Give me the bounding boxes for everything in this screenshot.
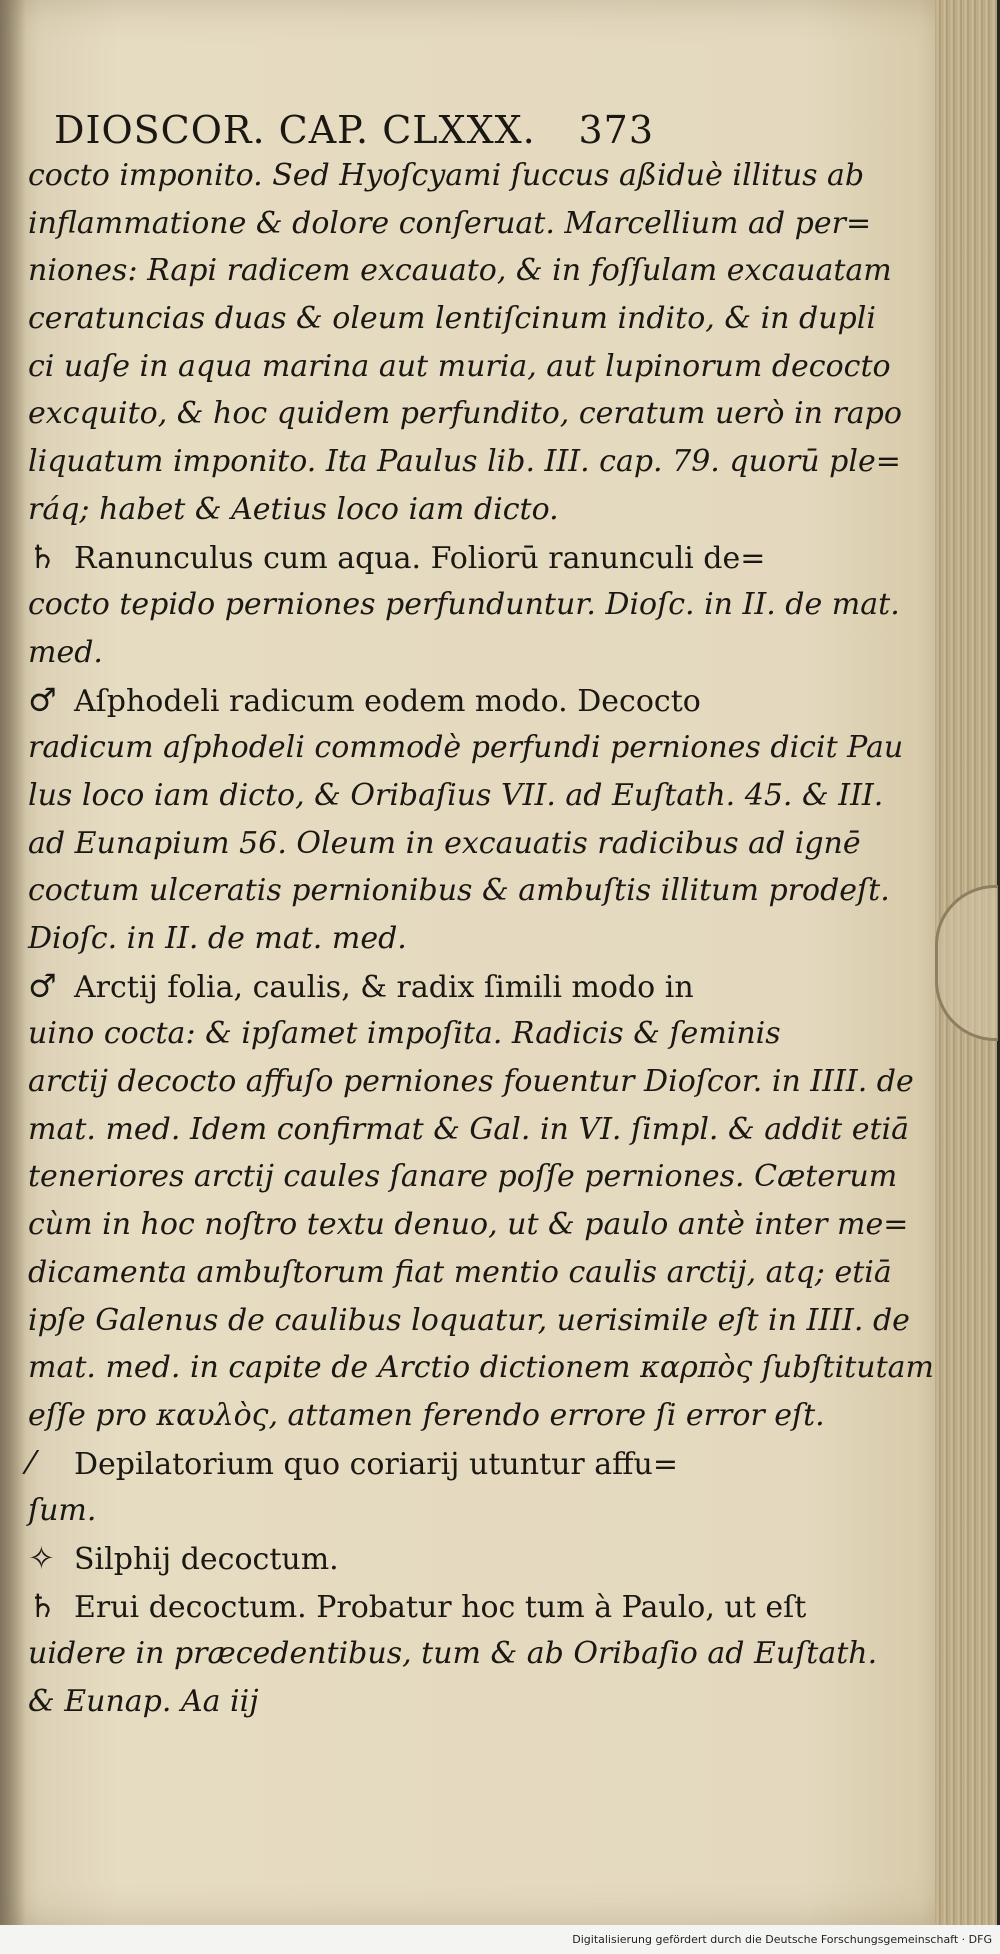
text-line bbox=[28, 1201, 909, 1249]
line-text: Depilatorium quo coriarij utuntur affu= bbox=[74, 1446, 678, 1482]
entry-marker-icon: ♄ bbox=[28, 1586, 57, 1625]
entry-line bbox=[28, 963, 743, 1011]
line-text: ci uaſe in aqua marina aut muria, aut lupinorum decocto bbox=[28, 348, 891, 384]
line-text: Aſphodeli radicum eodem modo. Decocto bbox=[74, 683, 701, 719]
line-text: Arctij folia, caulis, & radix ſimili modo in bbox=[74, 969, 694, 1005]
text-line bbox=[28, 343, 891, 391]
line-text: Silphij decoctum. bbox=[74, 1541, 339, 1577]
line-text: Erui decoctum. Probatur hoc tum à Paulo, ut eſt bbox=[74, 1589, 807, 1625]
page-number: 373 bbox=[578, 108, 654, 152]
text-line bbox=[28, 772, 884, 820]
entry-marker-icon: ♂ bbox=[28, 680, 57, 719]
line-text: ipſe Galenus de caulibus loquatur, uerisimile eſt in IIII. de bbox=[28, 1302, 910, 1338]
text-line bbox=[28, 629, 743, 677]
body-text bbox=[28, 152, 934, 1726]
footer-bar bbox=[0, 1925, 1000, 1954]
line-text: Ranunculus cum aqua. Foliorū ranunculi de= bbox=[74, 540, 766, 576]
text-line bbox=[28, 581, 900, 629]
line-text: niones: Rapi radicem excauato, & in foſſulam excauatam bbox=[28, 253, 892, 289]
entry-marker-icon: ⁄ bbox=[28, 1443, 34, 1482]
line-text: ſum. bbox=[28, 1493, 97, 1529]
line-text: arctij decocto affuſo perniones fouentur Dioſcor. in IIII. de bbox=[28, 1064, 914, 1100]
footer-credit: Digitalisierung gefördert durch die Deutsche Forschungsgemeinschaft · DFG bbox=[572, 1933, 992, 1946]
text-line bbox=[28, 867, 890, 915]
line-text: & Eunap. Aa iij bbox=[28, 1684, 259, 1719]
entry-line bbox=[28, 677, 743, 725]
line-text: radicum aſphodeli commodè perfundi perniones dicit Pau bbox=[28, 730, 904, 766]
running-header bbox=[54, 108, 654, 152]
text-line bbox=[28, 1297, 910, 1345]
line-text: excquito, & hoc quidem perfundito, ceratum uerò in rapo bbox=[28, 396, 902, 432]
text-line bbox=[28, 1487, 743, 1535]
text-line bbox=[28, 486, 743, 534]
entry-line bbox=[28, 1583, 807, 1631]
line-text: coctum ulceratis pernionibus & ambuſtis illitum prodeſt. bbox=[28, 873, 890, 909]
text-line bbox=[28, 724, 904, 772]
entry-line bbox=[28, 1535, 743, 1583]
line-text: dicamenta ambuſtorum fiat mentio caulis arctij, atq; etiā bbox=[28, 1254, 892, 1290]
line-text: ráq; habet & Aetius loco iam dicto. bbox=[28, 491, 559, 527]
text-line bbox=[28, 200, 872, 248]
line-text: uidere in præcedentibus, tum & ab Oribaſio ad Euſtath. bbox=[28, 1636, 878, 1672]
text-line bbox=[28, 915, 743, 963]
header-title: DIOSCOR. CAP. CLXXX. bbox=[54, 108, 536, 152]
line-text: cùm in hoc noſtro textu denuo, ut & paulo antè inter me= bbox=[28, 1207, 909, 1243]
text-line bbox=[28, 820, 861, 868]
text-line bbox=[28, 390, 902, 438]
text-line bbox=[28, 1630, 878, 1678]
entry-line bbox=[28, 1440, 743, 1488]
text-line bbox=[28, 1153, 898, 1201]
entry-marker-icon: ♄ bbox=[28, 537, 57, 576]
entry-marker-icon: ♂ bbox=[28, 966, 57, 1005]
text-line bbox=[28, 1344, 934, 1392]
text-line bbox=[28, 1249, 892, 1297]
text-line bbox=[28, 152, 865, 200]
line-text: ceratuncias duas & oleum lentiſcinum indito, & in dupli bbox=[28, 301, 876, 337]
line-text: eſſe pro καυλὸς, attamen ferendo errore ſi error eſt. bbox=[28, 1397, 825, 1433]
text-line bbox=[28, 247, 892, 295]
entry-line bbox=[28, 534, 766, 582]
text-line bbox=[28, 1010, 781, 1058]
line-text: liquatum imponito. Ita Paulus lib. III. cap. 79. quorū ple= bbox=[28, 444, 901, 480]
line-text: ad Eunapium 56. Oleum in excauatis radicibus ad ignē bbox=[28, 825, 861, 861]
text-line bbox=[28, 1392, 825, 1440]
line-text: cocto imponito. Sed Hyoſcyami ſuccus aßiduè illitus ab bbox=[28, 158, 865, 193]
text-line bbox=[28, 1678, 743, 1726]
line-text: lus loco iam dicto, & Oribaſius VII. ad Euſtath. 45. & III. bbox=[28, 777, 884, 813]
line-text: Dioſc. in II. de mat. med. bbox=[28, 921, 407, 956]
line-text: mat. med. in capite de Arctio dictionem καρπὸς ſubſtitutam bbox=[28, 1350, 934, 1386]
line-text: inflammatione & dolore conſeruat. Marcellium ad per= bbox=[28, 205, 872, 241]
line-text: mat. med. Idem confirmat & Gal. in VI. ſimpl. & addit etiā bbox=[28, 1111, 910, 1147]
line-text: teneriores arctij caules ſanare poſſe perniones. Cæterum bbox=[28, 1159, 898, 1195]
text-line bbox=[28, 1058, 914, 1106]
line-text: cocto tepido perniones perfunduntur. Dioſc. in II. de mat. bbox=[28, 587, 900, 623]
text-line bbox=[28, 1106, 910, 1154]
line-text: uino cocta: & ipſamet impoſita. Radicis & ſeminis bbox=[28, 1016, 781, 1052]
text-line bbox=[28, 295, 876, 343]
page-gutter bbox=[0, 0, 26, 1925]
text-line bbox=[28, 438, 901, 486]
entry-marker-icon: ✧ bbox=[28, 1538, 55, 1577]
line-text: med. bbox=[28, 634, 103, 670]
